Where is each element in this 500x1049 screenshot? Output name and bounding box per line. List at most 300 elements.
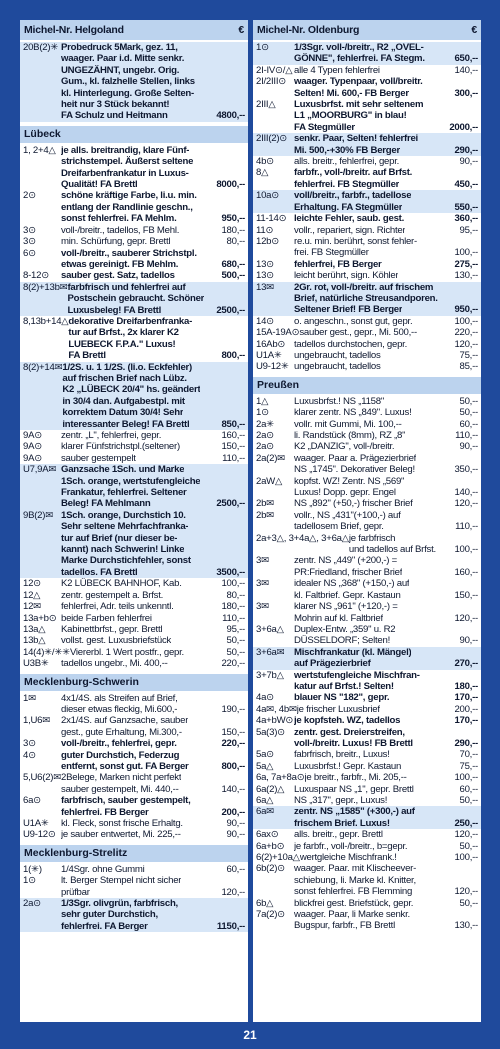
entry-description: FA Stegmüller bbox=[294, 121, 355, 133]
entry-price: 200,-- bbox=[454, 703, 478, 715]
michel-number: U9-12✳ bbox=[256, 361, 289, 373]
entry-body bbox=[61, 772, 245, 795]
entry-line bbox=[61, 168, 245, 179]
catalog-entry bbox=[253, 430, 481, 441]
michel-number: 3⊙ bbox=[23, 224, 36, 236]
entry-list bbox=[20, 143, 248, 670]
entry-line bbox=[61, 236, 245, 247]
entry-price: 50,-- bbox=[459, 407, 478, 419]
entry-description: sauber gest., gepr., Mi. 500,-- bbox=[299, 327, 417, 339]
entry-body bbox=[61, 635, 245, 646]
entry-body bbox=[67, 282, 245, 316]
entry-description: leichte Fehler, saub. gest. bbox=[294, 213, 405, 225]
entry-body bbox=[294, 453, 478, 476]
entry-description: tadellos. FA Brettl bbox=[61, 566, 138, 578]
entry-description: sauber gest. Satz, tadellos bbox=[61, 270, 175, 282]
catalog-entry bbox=[253, 236, 481, 259]
entry-line bbox=[61, 635, 245, 646]
entry-line bbox=[62, 407, 245, 418]
entry-list bbox=[253, 40, 481, 373]
entry-price: 60,-- bbox=[459, 783, 478, 795]
entry-line bbox=[61, 601, 245, 612]
entry-price: 360,-- bbox=[454, 213, 478, 225]
entry-price: 110,-- bbox=[455, 521, 478, 533]
entry-price: 200,-- bbox=[221, 806, 245, 818]
entry-line bbox=[61, 498, 245, 509]
entry-description: Erhaltung. FA Stegmüller bbox=[294, 201, 403, 213]
catalog-entry bbox=[20, 453, 248, 464]
entry-description: idealer NS „368" (+150,-) auf bbox=[294, 578, 410, 590]
entry-description: zentr. gest. Dreierstreifen, bbox=[294, 726, 405, 738]
entry-description: alls. breitr., fehlerfrei, gepr. bbox=[294, 156, 400, 168]
entry-description: je sauber entwertet, Mi. 225,-- bbox=[61, 829, 181, 841]
entry-body bbox=[61, 236, 245, 247]
michel-number: 6⊙ bbox=[23, 247, 36, 259]
entry-description: zentr. gestempelt a. Brfst. bbox=[61, 589, 164, 601]
entry-body bbox=[294, 236, 478, 259]
catalog-entry bbox=[20, 270, 248, 281]
entry-description: 2Belege, Marken nicht perfekt bbox=[61, 772, 182, 784]
entry-description: min. Schürfung, gepr. Brettl bbox=[61, 236, 171, 248]
entry-description: etwas gereinigt. FB Mehlm. bbox=[61, 258, 179, 270]
catalog-entry bbox=[20, 864, 248, 875]
entry-body bbox=[294, 601, 478, 624]
entry-price: 150,-- bbox=[221, 441, 245, 453]
currency-label: € bbox=[471, 24, 477, 36]
entry-description: je farbfrisch bbox=[348, 532, 396, 544]
catalog-entry bbox=[20, 42, 248, 122]
entry-body bbox=[294, 510, 478, 533]
section-header: Lübeck bbox=[20, 126, 248, 143]
entry-price: 950,-- bbox=[454, 304, 478, 316]
entry-body bbox=[61, 248, 245, 271]
entry-description: leicht berührt, sign. Köhler bbox=[294, 270, 399, 282]
catalog-entry bbox=[253, 42, 481, 65]
entry-description: Luxuspaar NS „1", gepr. Brettl bbox=[294, 783, 414, 795]
entry-price: 680,-- bbox=[221, 258, 245, 270]
entry-body bbox=[294, 213, 478, 224]
entry-price: 140,-- bbox=[454, 64, 478, 76]
entry-price: 75,-- bbox=[459, 349, 478, 361]
entry-price: 50,-- bbox=[459, 840, 478, 852]
entry-line bbox=[294, 88, 478, 99]
entry-body bbox=[294, 396, 478, 407]
catalog-entry bbox=[20, 578, 248, 589]
catalog-entry bbox=[20, 464, 248, 510]
michel-number: 5a(3)⊙ bbox=[256, 726, 285, 738]
entry-description: dieser etwas fleckig, Mi.600,- bbox=[61, 703, 178, 715]
entry-body bbox=[61, 42, 245, 122]
entry-line bbox=[294, 42, 478, 53]
entry-price: 100,-- bbox=[454, 247, 478, 259]
catalog-entry bbox=[253, 909, 481, 932]
catalog-entry bbox=[20, 738, 248, 749]
entry-description: Viererbl. 1 Wert postfr., gepr. bbox=[69, 646, 184, 658]
catalog-entry bbox=[253, 225, 481, 236]
entry-description: alls. breitr., gepr. Brettl bbox=[294, 829, 383, 841]
entry-line bbox=[294, 818, 478, 829]
entry-price: 800,-- bbox=[221, 760, 245, 772]
michel-number: 4b⊙ bbox=[256, 156, 274, 168]
entry-price: 120,-- bbox=[454, 886, 478, 898]
entry-body bbox=[294, 76, 478, 99]
section-header: Preußen bbox=[253, 377, 481, 394]
catalog-entry bbox=[253, 99, 481, 133]
entry-price: 150,-- bbox=[221, 726, 245, 738]
entry-body bbox=[294, 167, 478, 190]
entry-list bbox=[253, 394, 481, 932]
entry-price: 4800,-- bbox=[216, 110, 245, 122]
michel-number: 15A-19A⊙ bbox=[256, 327, 300, 339]
entry-line bbox=[67, 282, 245, 293]
entry-price: 8000,-- bbox=[216, 179, 245, 191]
entry-body bbox=[297, 704, 478, 715]
michel-number: 14⊙ bbox=[256, 315, 274, 327]
michel-number: 2I-IV⊙/△ bbox=[256, 64, 293, 76]
entry-line bbox=[61, 693, 245, 704]
catalog-entry bbox=[20, 225, 248, 236]
entry-price: 350,-- bbox=[454, 464, 478, 476]
michel-number: 2a(2)✉ bbox=[256, 452, 285, 464]
entry-line bbox=[62, 373, 245, 384]
entry-line bbox=[294, 647, 478, 658]
entry-line bbox=[61, 738, 245, 749]
michel-number: 2aW△ bbox=[256, 475, 283, 487]
catalog-entry bbox=[253, 396, 481, 407]
catalog-entry bbox=[253, 704, 481, 715]
entry-description: beide Farben fehlerfrei bbox=[61, 612, 152, 624]
entry-price: 180,-- bbox=[221, 601, 245, 613]
entry-price: 100,-- bbox=[454, 852, 478, 864]
entry-description: je kopfsteh. WZ, tadellos bbox=[294, 715, 401, 727]
entry-description: voll-/breitr., fehlerfrei, gepr. bbox=[61, 738, 177, 750]
entry-description: K2 „DANZIG", voll-/breitr. bbox=[294, 441, 395, 453]
michel-number: 2b✉ bbox=[256, 509, 274, 521]
entry-line bbox=[61, 110, 245, 121]
entry-description: Marke Durchstichfehler, sonst bbox=[61, 555, 191, 567]
entry-line bbox=[61, 42, 245, 53]
entry-price: 100,-- bbox=[454, 315, 478, 327]
entry-description: klarer NS „961" (+120,-) = bbox=[294, 601, 398, 613]
entry-description: katur auf Brfst.! Selten! bbox=[294, 680, 394, 692]
entry-body bbox=[61, 190, 245, 224]
catalog-entry bbox=[20, 316, 248, 362]
entry-body bbox=[294, 430, 478, 441]
entry-line bbox=[61, 248, 245, 259]
entry-description: sauber gestempelt bbox=[61, 452, 136, 464]
entry-description: ungebraucht, tadellos bbox=[294, 349, 381, 361]
entry-body bbox=[294, 761, 478, 772]
entry-line bbox=[61, 464, 245, 475]
entry-line bbox=[61, 613, 245, 624]
michel-number: 1⊙ bbox=[256, 407, 269, 419]
michel-number: 4a⊙ bbox=[256, 692, 274, 704]
michel-number: 7a(2)⊙ bbox=[256, 909, 285, 921]
entry-line bbox=[349, 533, 478, 544]
entry-description: dekorative Dreifarbenfranka- bbox=[68, 315, 193, 327]
entry-line bbox=[61, 156, 245, 167]
entry-line bbox=[61, 53, 245, 64]
entry-line bbox=[61, 624, 245, 635]
entry-body bbox=[305, 772, 479, 783]
michel-number: 12b⊙ bbox=[256, 235, 280, 247]
michel-number: 9A⊙ bbox=[23, 452, 43, 464]
catalog-entry bbox=[253, 259, 481, 270]
catalog-entry bbox=[253, 841, 481, 852]
entry-body bbox=[294, 441, 478, 452]
entry-line bbox=[61, 909, 245, 920]
entry-description: waager. Paar i.d. Mitte senkr. bbox=[61, 53, 185, 65]
entry-line bbox=[294, 841, 478, 852]
entry-description: frischem Brief. Luxus! bbox=[294, 817, 390, 829]
entry-description: lt. Berger Stempel nicht sicher bbox=[61, 875, 182, 887]
entry-description: tur auf Brief (nur dieser be- bbox=[61, 532, 178, 544]
entry-description: FA Schulz und Heitmann bbox=[61, 110, 168, 122]
entry-description: voll-/breitr. Luxus! FB Brettl bbox=[294, 737, 413, 749]
entry-price: 950,-- bbox=[221, 213, 245, 225]
entry-description: 4x1/4S. als Streifen auf Brief, bbox=[61, 692, 178, 704]
entry-line bbox=[68, 339, 245, 350]
entry-price: 120,-- bbox=[454, 498, 478, 510]
entry-line bbox=[61, 430, 245, 441]
entry-description: auf frischen Brief nach Lübz. bbox=[62, 372, 187, 384]
entry-body bbox=[294, 270, 478, 281]
catalog-entry bbox=[253, 829, 481, 840]
entry-body bbox=[294, 863, 478, 897]
entry-line bbox=[61, 898, 245, 909]
entry-line bbox=[294, 510, 478, 521]
michel-number: 14(4)✳/✳✳ bbox=[23, 646, 70, 658]
entry-line bbox=[294, 122, 478, 133]
entry-description: vollr. mit Gummi, Mi. 100,-- bbox=[294, 418, 402, 430]
entry-body bbox=[294, 670, 478, 693]
entry-description: GÖNNE", fehlerfrei. FA Stegm. bbox=[294, 53, 425, 65]
entry-description: frei. FB Stegmüller bbox=[294, 247, 369, 259]
entry-list bbox=[20, 691, 248, 841]
catalog-entry bbox=[253, 419, 481, 430]
entry-line bbox=[61, 772, 245, 783]
entry-price: 90,-- bbox=[459, 156, 478, 168]
entry-description: senkr. Paar, Selten! fehlerfrei bbox=[294, 133, 418, 145]
section-header: Mecklenburg-Schwerin bbox=[20, 674, 248, 691]
catalog-entry bbox=[20, 441, 248, 452]
michel-number: 3✉ bbox=[256, 555, 269, 567]
entry-body bbox=[294, 898, 478, 909]
entry-price: 100,-- bbox=[454, 544, 478, 556]
entry-line bbox=[294, 145, 478, 156]
entry-line bbox=[294, 236, 478, 247]
entry-line bbox=[294, 293, 478, 304]
entry-line bbox=[61, 715, 245, 726]
catalog-entry bbox=[253, 270, 481, 281]
entry-description: alle 4 Typen fehlerfrei bbox=[294, 64, 380, 76]
entry-description: Postschein gebraucht. Schöner bbox=[67, 293, 205, 305]
entry-price: 290,-- bbox=[454, 144, 478, 156]
entry-description: 1Sch. orange, Durchstich 10. bbox=[61, 509, 186, 521]
entry-price: 110,-- bbox=[455, 430, 478, 441]
entry-body bbox=[294, 190, 478, 213]
catalog-entry bbox=[253, 715, 481, 726]
entry-description: re.u. min. berührt, sonst fehler- bbox=[294, 235, 417, 247]
entry-line bbox=[62, 384, 245, 395]
entry-description: Selten! Mi. 600,- FB Berger bbox=[294, 87, 409, 99]
entry-body bbox=[61, 453, 245, 464]
michel-number: 3+6a△ bbox=[256, 623, 284, 635]
entry-description: prüfbar bbox=[61, 886, 90, 898]
entry-description: schiebung, li. Marke kl. Knitter, bbox=[294, 874, 416, 886]
entry-price: 50,-- bbox=[226, 646, 245, 658]
entry-price: 220,-- bbox=[221, 658, 245, 670]
michel-number: 12⊙ bbox=[23, 578, 41, 590]
entry-line bbox=[294, 441, 478, 452]
entry-description: klarer Fünfstrichstpl.(seltener) bbox=[61, 441, 180, 453]
entry-body bbox=[294, 795, 478, 806]
michel-number: 6a(2)△ bbox=[256, 783, 285, 795]
entry-price: 160,-- bbox=[221, 430, 245, 441]
entry-body bbox=[294, 407, 478, 418]
michel-number: 6b△ bbox=[256, 897, 274, 909]
currency-label: € bbox=[238, 24, 244, 36]
catalog-entry bbox=[253, 578, 481, 601]
entry-line bbox=[294, 453, 478, 464]
entry-line bbox=[294, 681, 478, 692]
entry-price: 450,-- bbox=[454, 178, 478, 190]
entry-line bbox=[294, 761, 478, 772]
catalog-entry bbox=[253, 806, 481, 829]
entry-line bbox=[68, 316, 245, 327]
entry-description: entlang der Randlinie geschn., bbox=[61, 201, 193, 213]
entry-description: je breitr., farbfr., Mi. 205,-- bbox=[304, 772, 407, 784]
michel-number: 13a△ bbox=[23, 623, 46, 635]
catalog-entry bbox=[253, 749, 481, 760]
column-title: Michel-Nr. Oldenburg bbox=[257, 24, 360, 36]
entry-line bbox=[294, 304, 478, 315]
michel-number: 4⊙ bbox=[23, 749, 36, 761]
michel-number: U7,9A✉ bbox=[23, 464, 57, 476]
entry-line bbox=[61, 590, 245, 601]
entry-description: Bugspur, farbfr., FB Brettl bbox=[294, 920, 395, 932]
catalog-entry bbox=[253, 213, 481, 224]
entry-line bbox=[294, 829, 478, 840]
entry-description: fabrfrisch, breitr., Luxus! bbox=[294, 749, 390, 761]
catalog-entry bbox=[253, 510, 481, 533]
entry-line bbox=[294, 863, 478, 874]
michel-number: 6(2)+10a△ bbox=[256, 852, 300, 864]
entry-line bbox=[294, 692, 478, 703]
entry-line bbox=[294, 430, 478, 441]
entry-line bbox=[294, 727, 478, 738]
catalog-entry bbox=[253, 784, 481, 795]
catalog-entry bbox=[20, 795, 248, 818]
entry-line bbox=[294, 167, 478, 178]
entry-line bbox=[305, 772, 479, 783]
entry-line bbox=[294, 476, 478, 487]
entry-description: tadellos durchstochen, gepr. bbox=[294, 338, 408, 350]
entry-description: L1 „MOORBURG" in blau! bbox=[294, 110, 407, 122]
entry-line bbox=[294, 635, 478, 646]
entry-price: 120,-- bbox=[454, 829, 478, 841]
catalog-entry bbox=[253, 65, 481, 76]
entry-body bbox=[349, 533, 478, 556]
entry-description: PR:Friedland, frischer Brief bbox=[294, 566, 403, 578]
entry-price: 500,-- bbox=[221, 270, 245, 282]
catalog-entry bbox=[253, 898, 481, 909]
entry-line bbox=[61, 179, 245, 190]
catalog-entry bbox=[20, 647, 248, 658]
entry-description: Gum., kl. falzhelle Stellen, links bbox=[61, 76, 195, 88]
michel-number: 1✉ bbox=[23, 692, 36, 704]
entry-body bbox=[61, 590, 245, 601]
entry-body bbox=[294, 65, 478, 76]
catalog-entry bbox=[253, 327, 481, 338]
michel-number: 5a⊙ bbox=[256, 749, 274, 761]
entry-body bbox=[294, 841, 478, 852]
entry-body bbox=[61, 898, 245, 932]
entry-line bbox=[294, 875, 478, 886]
entry-description: tur auf Brfst., 2x klarer K2 bbox=[68, 327, 179, 339]
catalog-entry bbox=[253, 407, 481, 418]
entry-line bbox=[61, 225, 245, 236]
michel-number: U1A✳ bbox=[23, 818, 49, 829]
entry-line bbox=[61, 259, 245, 270]
entry-description: wertgleiche Mischfrank.! bbox=[299, 852, 397, 864]
michel-number: 9B(2)✉ bbox=[23, 509, 53, 521]
entry-body bbox=[294, 133, 478, 156]
entry-description: 1/3Sgr. voll-/breitr., R2 „OVEL- bbox=[294, 42, 424, 53]
entry-description: Luxusbeleg! FA Brettl bbox=[67, 304, 162, 316]
catalog-entry bbox=[20, 750, 248, 773]
entry-line bbox=[61, 533, 245, 544]
entry-body bbox=[61, 578, 245, 589]
entry-line bbox=[294, 247, 478, 258]
entry-line bbox=[300, 852, 478, 863]
entry-line bbox=[294, 909, 478, 920]
entry-description: und tadellos auf Brfst. bbox=[348, 544, 436, 556]
entry-line bbox=[62, 362, 245, 373]
left-column bbox=[20, 20, 248, 1022]
entry-line bbox=[294, 555, 478, 566]
entry-body bbox=[61, 510, 245, 578]
entry-body bbox=[61, 875, 245, 898]
entry-body bbox=[294, 498, 478, 509]
catalog-entry bbox=[253, 361, 481, 372]
entry-description: 2Gr. rot, voll-/breitr. auf frischem bbox=[294, 281, 434, 293]
entry-body bbox=[61, 864, 245, 875]
entry-description: vollst. gest. Luxusbriefstück bbox=[61, 635, 172, 647]
michel-number: 11-14⊙ bbox=[256, 213, 287, 225]
entry-body bbox=[294, 339, 478, 350]
entry-line bbox=[68, 350, 245, 361]
catalog-entry bbox=[20, 658, 248, 669]
entry-description: gest., gute Erhaltung, Mi.300,- bbox=[61, 726, 182, 738]
entry-line bbox=[294, 658, 478, 669]
entry-description: Kabinettbrfst., gepr. Brettl bbox=[61, 623, 163, 635]
entry-line bbox=[67, 293, 245, 304]
entry-description: fehlerfrei. FB Berger bbox=[61, 806, 149, 818]
entry-line bbox=[61, 213, 245, 224]
entry-description: NS „317", gepr., Luxus! bbox=[294, 795, 388, 806]
entry-description: Luxusbrfst.! Gepr. Kastaun bbox=[294, 760, 402, 772]
entry-body bbox=[61, 613, 245, 624]
entry-body bbox=[61, 624, 245, 635]
catalog-entry bbox=[253, 863, 481, 897]
entry-description: vollr., NS „431"(+100,-) auf bbox=[294, 509, 401, 521]
entry-line bbox=[294, 316, 478, 327]
entry-line bbox=[294, 590, 478, 601]
catalog-entry bbox=[253, 772, 481, 783]
entry-description: auf Prägezierbrief bbox=[294, 658, 371, 670]
entry-description: Dreifarbenfrankatur in Luxus- bbox=[61, 167, 189, 179]
